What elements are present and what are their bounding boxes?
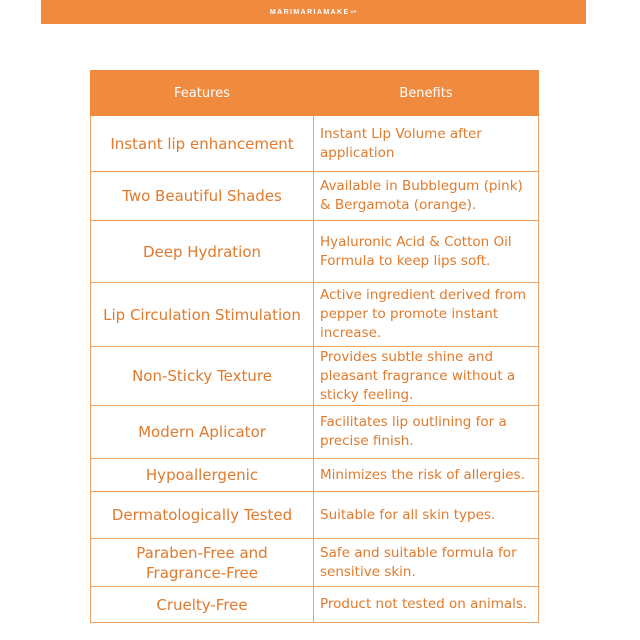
benefit-cell: Provides subtle shine and pleasant fragrance without a sticky feeling. bbox=[314, 347, 539, 406]
brand-name: MARIMARIAMAKE bbox=[269, 8, 350, 16]
table-row bbox=[91, 347, 539, 406]
feature-cell: Cruelty-Free bbox=[91, 587, 314, 623]
benefit-cell: Hyaluronic Acid & Cotton Oil Formula to keep lips soft. bbox=[314, 221, 539, 283]
table-row bbox=[91, 221, 539, 283]
brand-banner bbox=[41, 0, 586, 24]
benefit-cell: Facilitates lip outlining for a precise finish. bbox=[314, 406, 539, 459]
table-header-row bbox=[91, 71, 539, 116]
table-row bbox=[91, 459, 539, 492]
benefit-cell: Suitable for all skin types. bbox=[314, 492, 539, 539]
features-header: Features bbox=[91, 71, 314, 116]
brand-logo bbox=[270, 9, 357, 16]
table-row bbox=[91, 172, 539, 221]
benefit-cell: Safe and suitable formula for sensitive skin. bbox=[314, 539, 539, 587]
table-row bbox=[91, 539, 539, 587]
feature-cell: Two Beautiful Shades bbox=[91, 172, 314, 221]
feature-cell: Dermatologically Tested bbox=[91, 492, 314, 539]
benefit-cell: Instant Lip Volume after application bbox=[314, 116, 539, 172]
benefit-cell: Available in Bubblegum (pink) & Bergamota (orange). bbox=[314, 172, 539, 221]
features-benefits-table bbox=[90, 70, 539, 623]
table-row bbox=[91, 116, 539, 172]
feature-cell: Non-Sticky Texture bbox=[91, 347, 314, 406]
table-row bbox=[91, 587, 539, 623]
feature-cell: Hypoallergenic bbox=[91, 459, 314, 492]
feature-cell: Paraben-Free and Fragrance-Free bbox=[91, 539, 314, 587]
table-row bbox=[91, 406, 539, 459]
table-row bbox=[91, 492, 539, 539]
feature-cell: Instant lip enhancement bbox=[91, 116, 314, 172]
feature-cell: Deep Hydration bbox=[91, 221, 314, 283]
table-row bbox=[91, 283, 539, 347]
benefit-cell: Active ingredient derived from pepper to promote instant increase. bbox=[314, 283, 539, 347]
feature-cell: Lip Circulation Stimulation bbox=[91, 283, 314, 347]
benefits-header: Benefits bbox=[314, 71, 539, 116]
benefit-cell: Product not tested on animals. bbox=[314, 587, 539, 623]
benefit-cell: Minimizes the risk of allergies. bbox=[314, 459, 539, 492]
feature-cell: Modern Aplicator bbox=[91, 406, 314, 459]
brand-suffix: UP bbox=[350, 8, 358, 14]
